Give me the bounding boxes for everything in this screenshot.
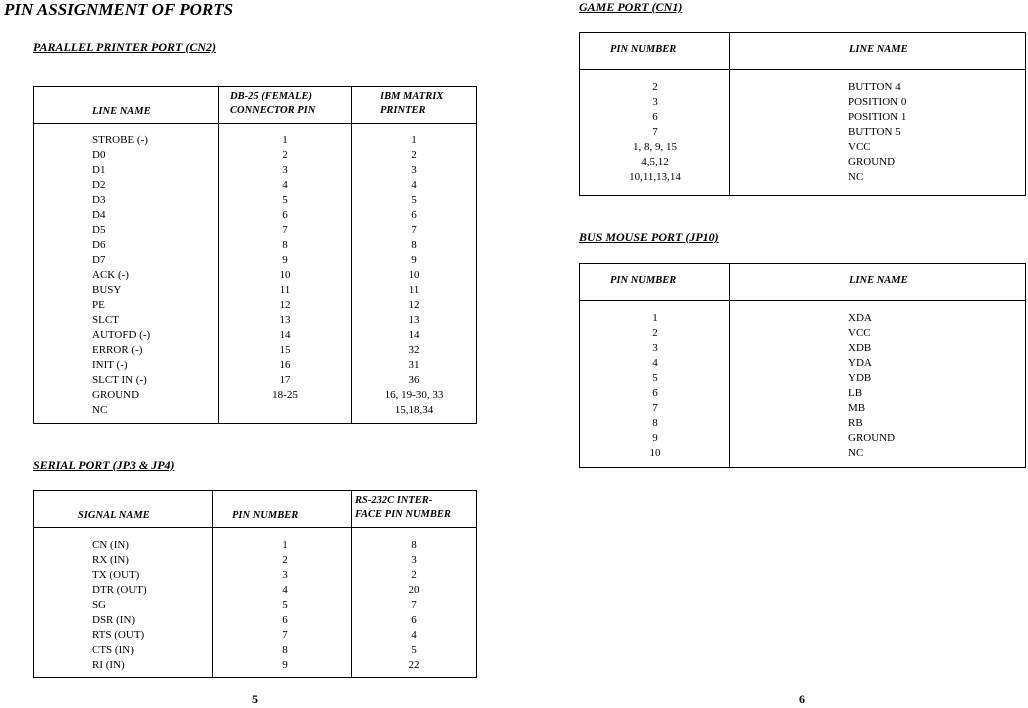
- printer-pin-cell: 6: [411, 209, 417, 221]
- rs232-pin-cell: 2: [411, 569, 417, 581]
- connector-pin-cell: 1: [282, 134, 288, 146]
- bus-mouse-port-heading: BUS MOUSE PORT (JP10): [579, 230, 719, 244]
- pin-number-cell: 1: [282, 539, 288, 551]
- rs232-pin-cell: 20: [408, 584, 420, 596]
- page-title: PIN ASSIGNMENT OF PORTS: [4, 0, 234, 19]
- signal-name-cell: RI (IN): [92, 659, 125, 671]
- rs232-pin-cell: 3: [411, 554, 417, 566]
- line-name-cell: GROUND: [848, 432, 896, 444]
- line-name-cell: ERROR (-): [92, 344, 143, 356]
- line-name-cell: D7: [92, 254, 106, 266]
- printer-pin-cell: 36: [408, 374, 420, 386]
- signal-name-cell: CN (IN): [92, 539, 129, 551]
- printer-pin-cell: 10: [408, 269, 420, 281]
- header-ibm-line2: PRINTER: [380, 105, 426, 116]
- mouse-pin-numbers: [600, 311, 710, 461]
- signal-name-cell: DTR (OUT): [92, 584, 147, 596]
- line-name-cell: POSITION 0: [848, 96, 907, 108]
- line-name-cell: YDA: [848, 357, 872, 369]
- serial-pin-numbers: [240, 538, 330, 673]
- line-name-cell: BUSY: [92, 284, 122, 296]
- pin-number-cell: 3: [652, 342, 658, 354]
- bus-mouse-port-table: [579, 263, 1026, 468]
- signal-name-cell: TX (OUT): [92, 569, 140, 581]
- signal-name-cell: RX (IN): [92, 554, 129, 566]
- connector-pin-cell: 9: [282, 254, 288, 266]
- game-header-pin-number: PIN NUMBER: [610, 44, 677, 55]
- mouse-header-line-name: LINE NAME: [849, 275, 908, 286]
- line-name-cell: INIT (-): [92, 359, 128, 371]
- line-name-cell: STROBE (-): [92, 134, 148, 146]
- pin-number-cell: 2: [652, 81, 658, 93]
- pin-number-cell: 10,11,13,14: [629, 171, 681, 183]
- page-number-right: 6: [799, 692, 805, 706]
- connector-pin-cell: 4: [282, 179, 288, 191]
- pin-number-cell: 5: [282, 599, 288, 611]
- connector-pin-cell: 15: [279, 344, 291, 356]
- header-signal-name: SIGNAL NAME: [78, 510, 150, 521]
- pin-number-cell: 7: [652, 126, 658, 138]
- line-name-cell: YDB: [848, 372, 872, 384]
- printer-pin-cell: 3: [411, 164, 417, 176]
- printer-pin-cell: 13: [408, 314, 420, 326]
- printer-pin-cell: 7: [411, 224, 417, 236]
- page-number-left: 5: [252, 692, 258, 706]
- printer-pin-cell: 8: [411, 239, 417, 251]
- line-name-cell: NC: [848, 447, 864, 459]
- pin-number-cell: 8: [652, 417, 658, 429]
- line-name-cell: NC: [848, 171, 864, 183]
- header-db25: [230, 90, 315, 118]
- pin-number-cell: 6: [282, 614, 288, 626]
- pin-number-cell: 3: [652, 96, 658, 108]
- connector-pin-cell: 17: [279, 374, 291, 386]
- pin-number-cell: 9: [652, 432, 658, 444]
- line-name-cell: SLCT: [92, 314, 119, 326]
- pin-number-cell: 6: [652, 387, 658, 399]
- line-name-cell: GROUND: [92, 389, 140, 401]
- connector-pin-cell: 2: [282, 149, 288, 161]
- printer-pin-cell: 12: [408, 299, 420, 311]
- line-name-cell: D4: [92, 209, 106, 221]
- serial-port-heading: SERIAL PORT (JP3 & JP4): [33, 458, 175, 472]
- game-header-line-name: LINE NAME: [849, 44, 908, 55]
- printer-pin-cell: 9: [411, 254, 417, 266]
- header-pin-number: PIN NUMBER: [232, 510, 299, 521]
- header-rs232-line2: FACE PIN NUMBER: [355, 509, 451, 520]
- pin-number-cell: 6: [652, 111, 658, 123]
- signal-name-cell: CTS (IN): [92, 644, 134, 656]
- connector-pin-cell: [240, 403, 330, 418]
- pin-number-cell: 4: [652, 357, 658, 369]
- parallel-connector-pins: [240, 133, 330, 418]
- pin-number-cell: 1: [652, 312, 658, 324]
- line-name-cell: RB: [848, 417, 863, 429]
- line-name-cell: PE: [92, 299, 105, 311]
- game-pin-numbers: [600, 80, 710, 185]
- printer-pin-cell: 32: [408, 344, 420, 356]
- rs232-pin-cell: 4: [411, 629, 417, 641]
- serial-rs232-pins: [369, 538, 459, 673]
- connector-pin-cell: 3: [282, 164, 288, 176]
- line-name-cell: MB: [848, 402, 866, 414]
- game-line-names: [848, 80, 906, 185]
- pin-number-cell: 7: [282, 629, 288, 641]
- printer-pin-cell: 1: [411, 134, 417, 146]
- mouse-line-names: [848, 311, 895, 461]
- header-db25-line2: CONNECTOR PIN: [230, 105, 316, 116]
- mouse-header-pin-number: PIN NUMBER: [610, 275, 677, 286]
- line-name-cell: D1: [92, 164, 106, 176]
- printer-pin-cell: 14: [408, 329, 420, 341]
- line-name-cell: GROUND: [848, 156, 896, 168]
- game-port-heading: GAME PORT (CN1): [579, 0, 683, 14]
- line-name-cell: D2: [92, 179, 106, 191]
- game-port-table: [579, 32, 1026, 196]
- pin-number-cell: 5: [652, 372, 658, 384]
- signal-name-cell: RTS (OUT): [92, 629, 145, 641]
- printer-pin-cell: 16, 19-30, 33: [384, 389, 444, 401]
- rs232-pin-cell: 5: [411, 644, 417, 656]
- rs232-pin-cell: 6: [411, 614, 417, 626]
- parallel-printer-pins: [369, 133, 459, 418]
- parallel-line-names: [92, 133, 150, 418]
- connector-pin-cell: 18-25: [272, 389, 298, 401]
- line-name-cell: SLCT IN (-): [92, 374, 147, 386]
- pin-number-cell: 9: [282, 659, 288, 671]
- connector-pin-cell: 7: [282, 224, 288, 236]
- pin-number-cell: 7: [652, 402, 658, 414]
- line-name-cell: ACK (-): [92, 269, 129, 281]
- line-name-cell: BUTTON 4: [848, 81, 901, 93]
- pin-number-cell: 4,5,12: [641, 156, 669, 168]
- line-name-cell: LB: [848, 387, 863, 399]
- parallel-port-table: [33, 86, 477, 424]
- line-name-cell: VCC: [848, 141, 871, 153]
- line-name-cell: POSITION 1: [848, 111, 907, 123]
- pin-number-cell: 8: [282, 644, 288, 656]
- rs232-pin-cell: 8: [411, 539, 417, 551]
- line-name-cell: NC: [92, 404, 108, 416]
- rs232-pin-cell: 7: [411, 599, 417, 611]
- connector-pin-cell: 11: [279, 284, 291, 296]
- pin-number-cell: 2: [652, 327, 658, 339]
- serial-signal-names: [92, 538, 147, 673]
- line-name-cell: D0: [92, 149, 106, 161]
- signal-name-cell: DSR (IN): [92, 614, 136, 626]
- header-rs232: [355, 494, 451, 522]
- pin-number-cell: 3: [282, 569, 288, 581]
- line-name-cell: XDB: [848, 342, 872, 354]
- line-name-cell: AUTOFD (-): [92, 329, 151, 341]
- line-name-cell: D6: [92, 239, 106, 251]
- connector-pin-cell: 6: [282, 209, 288, 221]
- pin-number-cell: 4: [282, 584, 288, 596]
- connector-pin-cell: 13: [279, 314, 291, 326]
- printer-pin-cell: 5: [411, 194, 417, 206]
- signal-name-cell: SG: [92, 599, 107, 611]
- serial-port-table: [33, 490, 477, 678]
- connector-pin-cell: 12: [279, 299, 291, 311]
- connector-pin-cell: 14: [279, 329, 291, 341]
- printer-pin-cell: 31: [408, 359, 420, 371]
- header-line-name: LINE NAME: [92, 106, 151, 117]
- connector-pin-cell: 5: [282, 194, 288, 206]
- line-name-cell: BUTTON 5: [848, 126, 901, 138]
- pin-number-cell: 10: [649, 447, 661, 459]
- line-name-cell: D3: [92, 194, 106, 206]
- line-name-cell: D5: [92, 224, 106, 236]
- printer-pin-cell: 2: [411, 149, 417, 161]
- line-name-cell: XDA: [848, 312, 872, 324]
- connector-pin-cell: 16: [279, 359, 291, 371]
- connector-pin-cell: 8: [282, 239, 288, 251]
- parallel-port-heading: PARALLEL PRINTER PORT (CN2): [33, 40, 216, 54]
- printer-pin-cell: 4: [411, 179, 417, 191]
- connector-pin-cell: 10: [279, 269, 291, 281]
- printer-pin-cell: 11: [408, 284, 420, 296]
- header-ibm-line1: IBM MATRIX: [380, 91, 444, 102]
- header-ibm-printer: [380, 90, 443, 118]
- line-name-cell: VCC: [848, 327, 871, 339]
- header-db25-line1: DB-25 (FEMALE): [230, 91, 312, 102]
- rs232-pin-cell: 22: [408, 659, 420, 671]
- header-rs232-line1: RS-232C INTER-: [355, 495, 433, 506]
- pin-number-cell: 1, 8, 9, 15: [633, 141, 677, 153]
- pin-number-cell: 2: [282, 554, 288, 566]
- printer-pin-cell: 15,18,34: [394, 404, 434, 416]
